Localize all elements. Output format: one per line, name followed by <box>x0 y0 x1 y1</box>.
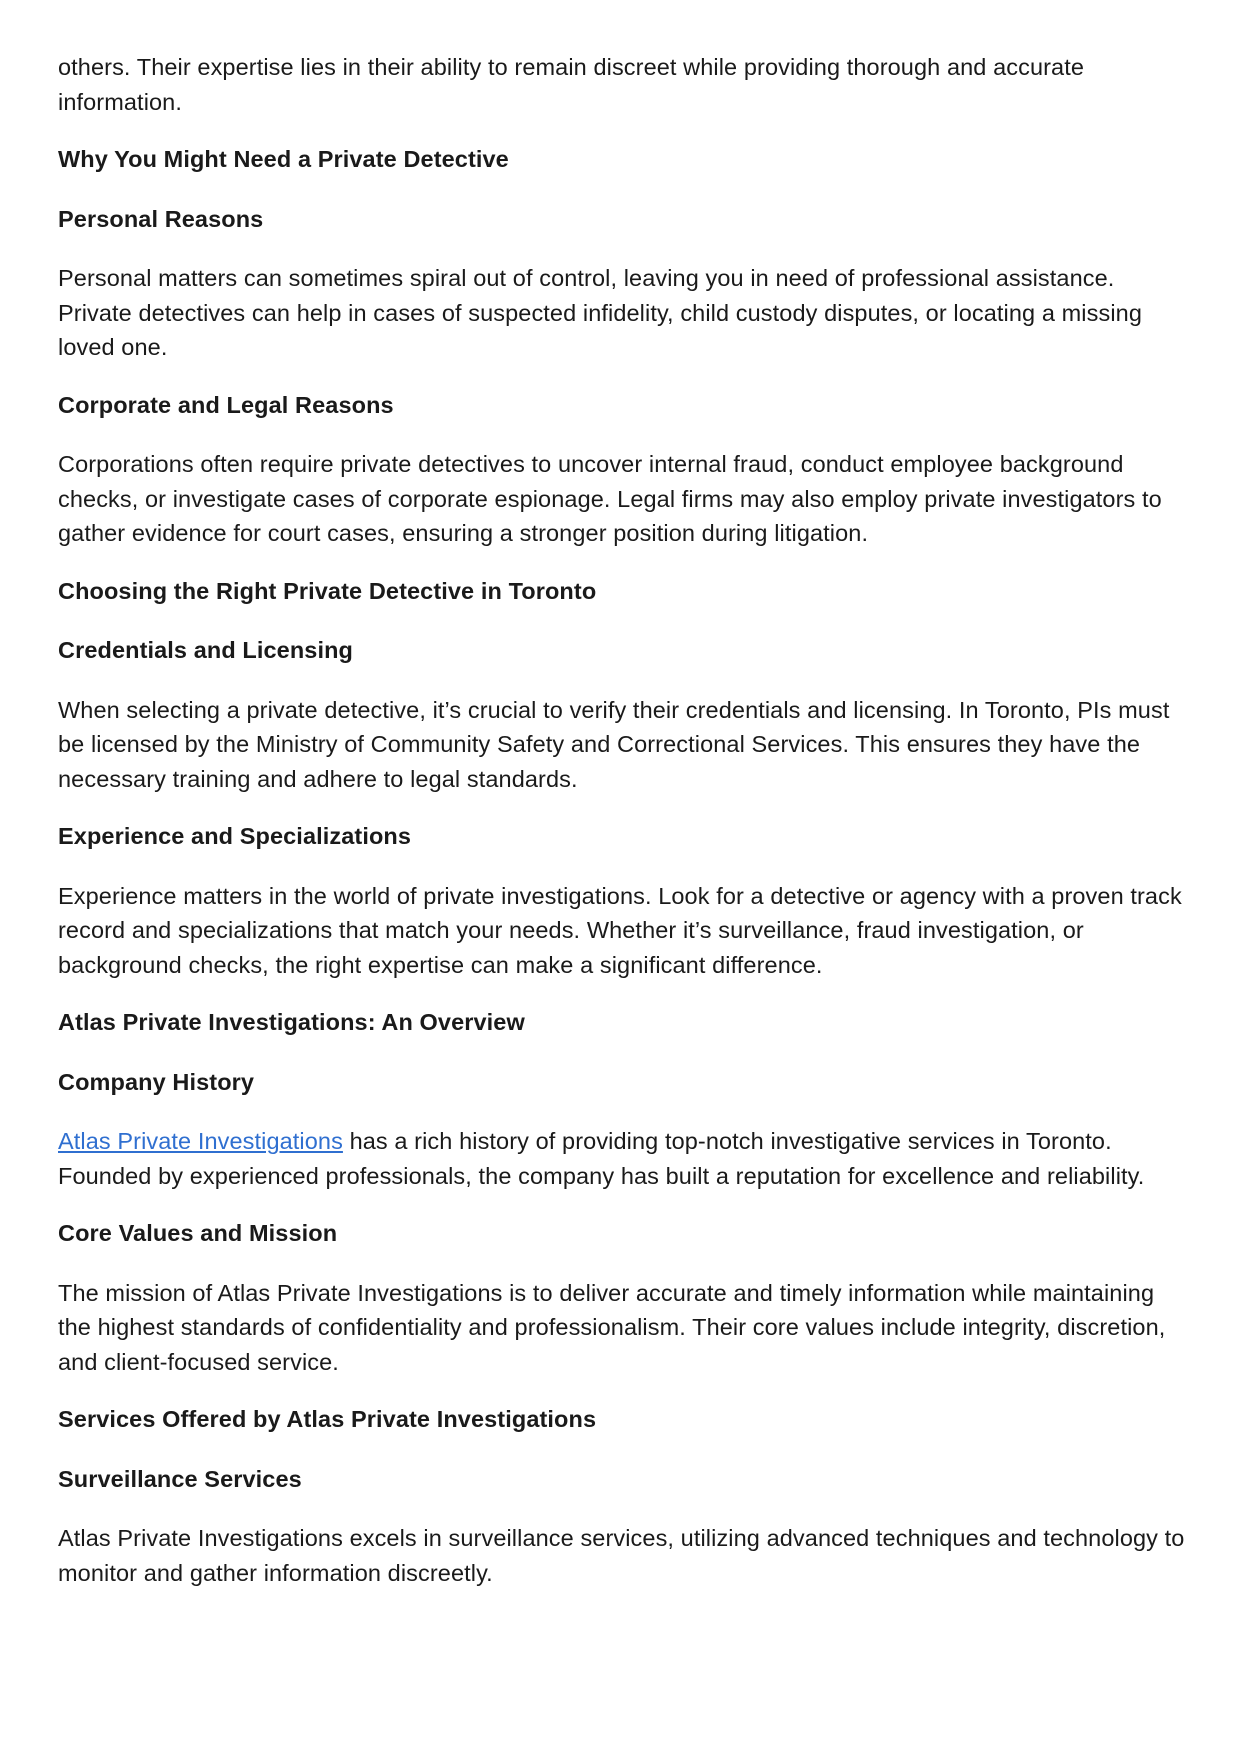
subsection-heading: Credentials and Licensing <box>58 637 354 663</box>
body-paragraph: others. Their expertise lies in their ability to remain discreet while providing thorough and accurate information. <box>58 54 1085 115</box>
body-text: has a rich history of providing top-notch investigative services in Toronto. Founded by experienced professionals, the company has built a reputation for excellence and reliability. <box>58 1128 1145 1189</box>
body-paragraph: Atlas Private Investigations excels in surveillance services, utilizing advanced techniques and technology to monitor and gather information discreetly. <box>58 1525 1185 1586</box>
subsection-heading: Experience and Specializations <box>58 823 412 849</box>
section-heading: Atlas Private Investigations: An Overview <box>58 1009 525 1035</box>
subsection-heading: Surveillance Services <box>58 1465 302 1492</box>
document-page <box>58 50 1188 1613</box>
body-paragraph <box>58 1124 1188 1193</box>
subsection-heading: Corporate and Legal Reasons <box>58 391 394 418</box>
body-paragraph: Personal matters can sometimes spiral out of control, leaving you in need of professional assistance. Private detectives can help in cases of suspected infidelity, child custody disputes, or locating a missing loved one. <box>58 265 1142 360</box>
section-heading: Choosing the Right Private Detective in Toronto <box>58 577 597 604</box>
atlas-private-investigations-link[interactable]: Atlas Private Investigations <box>58 1128 343 1154</box>
section-heading: Why You Might Need a Private Detective <box>58 146 509 172</box>
section-heading: Services Offered by Atlas Private Investigations <box>58 1406 597 1432</box>
body-paragraph: When selecting a private detective, it’s crucial to verify their credentials and licensing. In Toronto, PIs must be licensed by the Ministry of Community Safety and Correctional Services. This ensures they have the necessary training and adhere to legal standards. <box>58 696 1170 792</box>
subsection-heading: Core Values and Mission <box>58 1220 338 1246</box>
subsection-heading: Company History <box>58 1068 255 1095</box>
body-paragraph: Corporations often require private detectives to uncover internal fraud, conduct employee background checks, or investigate cases of corporate espionage. Legal firms may also employ private investigators to gather evidence for court cases, ensuring a stronger position during litigation. <box>58 451 1162 546</box>
body-paragraph: The mission of Atlas Private Investigations is to deliver accurate and timely information while maintaining the highest standards of confidentiality and professionalism. Their core values include integrity, discretion, and client-focused service. <box>58 1279 1166 1375</box>
subsection-heading: Personal Reasons <box>58 205 264 232</box>
body-paragraph: Experience matters in the world of private investigations. Look for a detective or agency with a proven track record and specializations that match your needs. Whether it’s surveillance, fraud investigation, or background checks, the right expertise can make a significant difference. <box>58 882 1182 978</box>
